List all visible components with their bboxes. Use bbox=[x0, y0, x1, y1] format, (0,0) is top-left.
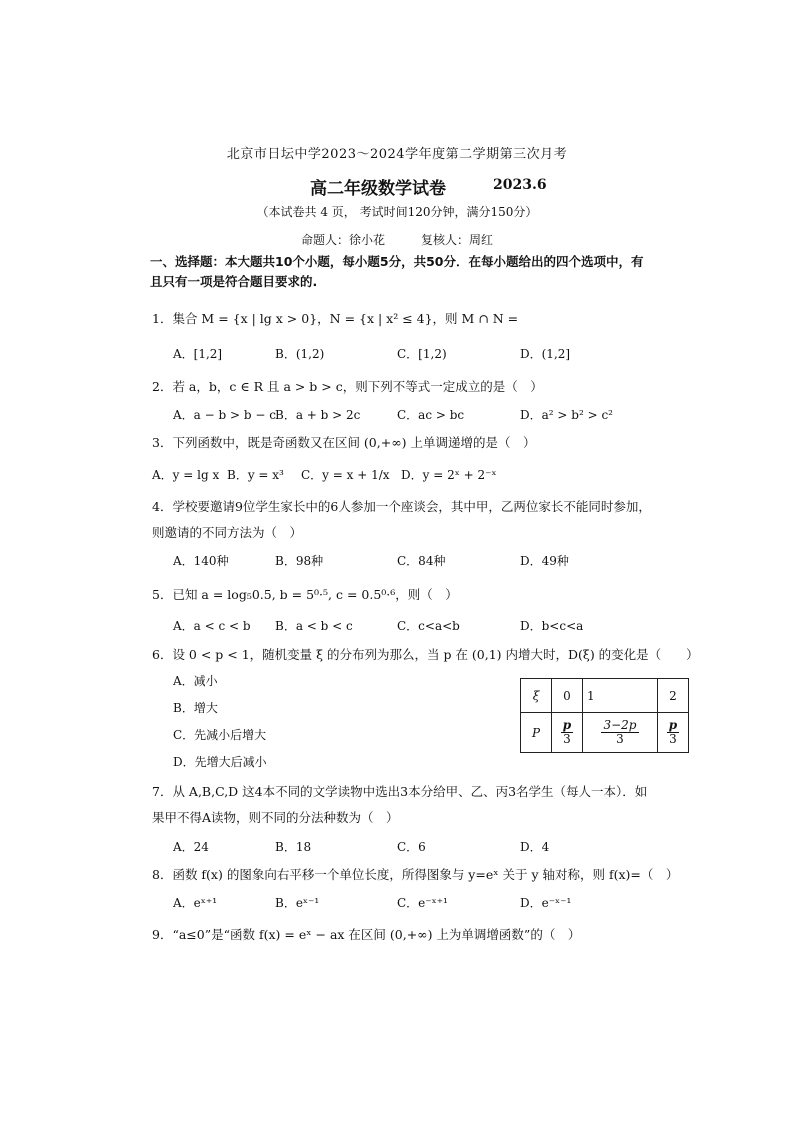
table-cell bbox=[583, 713, 658, 753]
question-8-option-a: A．eˣ⁺¹ bbox=[173, 896, 217, 910]
question-4-option-c: C．84种 bbox=[397, 554, 446, 568]
table-cell: 1 bbox=[583, 679, 658, 713]
table-cell: P bbox=[521, 713, 552, 753]
fraction: $\frac{p}{3}$ bbox=[562, 718, 572, 746]
question-5-option-a: A．a < c < b bbox=[173, 619, 251, 633]
question-3-stem: 3．下列函数中，既是奇函数又在区间 (0,+∞) 上单调递增的是（ ） bbox=[152, 435, 536, 450]
question-1-option-d: D．(1,2] bbox=[520, 347, 571, 361]
question-2-option-a: A．a − b > b − c bbox=[173, 408, 276, 422]
question-4-option-d: D．49种 bbox=[520, 554, 569, 568]
school-line: 北京市日坛中学2023～2024学年度第二学期第三次月考 bbox=[226, 147, 568, 162]
question-7-option-b: B．18 bbox=[275, 840, 312, 854]
question-2-option-c: C．ac > bc bbox=[397, 408, 465, 422]
question-3-option-a: A．y = lg x bbox=[152, 468, 220, 482]
distribution-table bbox=[520, 678, 689, 753]
distribution-row-xi bbox=[521, 679, 689, 713]
table-cell: 0 bbox=[552, 679, 583, 713]
question-2-stem: 2．若 a，b，c ∈ R 且 a > b > c，则下列不等式一定成立的是（ ） bbox=[152, 379, 543, 394]
fraction: $\frac{p}{3}$ bbox=[668, 718, 678, 746]
exam-authors: 命题人：徐小花 复核人：周红 bbox=[300, 233, 493, 247]
question-8-option-c: C．e⁻ˣ⁺¹ bbox=[397, 896, 448, 910]
question-1-option-b: B．(1,2) bbox=[275, 347, 325, 361]
table-cell: 2 bbox=[658, 679, 689, 713]
table-cell bbox=[658, 713, 689, 753]
question-8-stem: 8．函数 f(x) 的图象向右平移一个单位长度，所得图象与 y=eˣ 关于 y 轴对称，则 f(x)=（ ） bbox=[152, 867, 679, 882]
question-6-option-a: A．减小 bbox=[173, 674, 218, 688]
question-3-option-d: D．y = 2ˣ + 2⁻ˣ bbox=[401, 468, 497, 482]
question-9-stem: 9．“a≤0”是“函数 f(x) = eˣ − ax 在区间 (0,+∞) 上为单调增函数”的（ ） bbox=[152, 927, 581, 942]
question-7-option-c: C．6 bbox=[397, 840, 426, 854]
question-5-stem: 5．已知 a = log₅0.5, b = 5⁰·⁵, c = 0.5⁰·⁶，则（ ） bbox=[152, 587, 458, 602]
exam-title: 高二年级数学试卷 bbox=[310, 179, 446, 199]
question-7-option-d: D．4 bbox=[520, 840, 550, 854]
question-5-option-c: C．c<a<b bbox=[397, 619, 460, 633]
question-6-stem: 6．设 0 < p < 1，随机变量 ξ 的分布列为那么，当 p 在 (0,1) 内增大时，D(ξ) 的变化是（ ） bbox=[152, 647, 699, 662]
question-1-option-c: C．[1,2) bbox=[397, 347, 447, 361]
question-3-option-b: B．y = x³ bbox=[227, 468, 284, 482]
question-7-stem-continued: 果甲不得A读物，则不同的分法种数为（ ） bbox=[152, 810, 399, 825]
question-8-option-d: D．e⁻ˣ⁻¹ bbox=[520, 896, 572, 910]
section-heading: 一、选择题：本大题共10个小题，每小题5分，共50分．在每小题给出的四个选项中，有且只有一项是符合题目要求的. bbox=[150, 254, 644, 289]
question-6-option-c: C．先减小后增大 bbox=[173, 728, 267, 742]
fraction: $\frac{3-2p}{3}$ bbox=[603, 718, 637, 746]
question-4-stem-continued: 则邀请的不同方法为（ ） bbox=[152, 525, 303, 540]
question-7-stem: 7．从 A,B,C,D 这4本不同的文学读物中选出3本分给甲、乙、丙3名学生（每人一本）．如 bbox=[152, 784, 648, 799]
question-1-stem: 1．集合 M = {x | lg x > 0}，N = {x | x² ≤ 4}，则 M ∩ N = bbox=[152, 311, 519, 326]
distribution-row-p bbox=[521, 713, 689, 753]
question-2-option-b: B．a + b > 2c bbox=[275, 408, 361, 422]
question-7-option-a: A．24 bbox=[173, 840, 209, 854]
question-3-option-c: C．y = x + 1/x bbox=[301, 468, 390, 482]
question-4-option-a: A．140种 bbox=[173, 554, 229, 568]
question-8-option-b: B．eˣ⁻¹ bbox=[275, 896, 320, 910]
question-4-option-b: B．98种 bbox=[275, 554, 324, 568]
question-5-option-d: D．b<c<a bbox=[520, 619, 584, 633]
table-cell: ξ bbox=[521, 679, 552, 713]
question-6-option-d: D．先增大后减小 bbox=[173, 755, 267, 769]
question-2-option-d: D．a² > b² > c² bbox=[520, 408, 613, 422]
exam-note: （本试卷共 4 页， 考试时间120分钟，满分150分） bbox=[256, 205, 538, 219]
question-5-option-b: B．a < b < c bbox=[275, 619, 353, 633]
question-6-option-b: B．增大 bbox=[173, 701, 218, 715]
table-cell bbox=[552, 713, 583, 753]
exam-date: 2023.6 bbox=[493, 177, 547, 193]
question-1-option-a: A．[1,2] bbox=[173, 347, 223, 361]
question-4-stem: 4．学校要邀请9位学生家长中的6人参加一个座谈会，其中甲，乙两位家长不能同时参加， bbox=[152, 499, 651, 514]
